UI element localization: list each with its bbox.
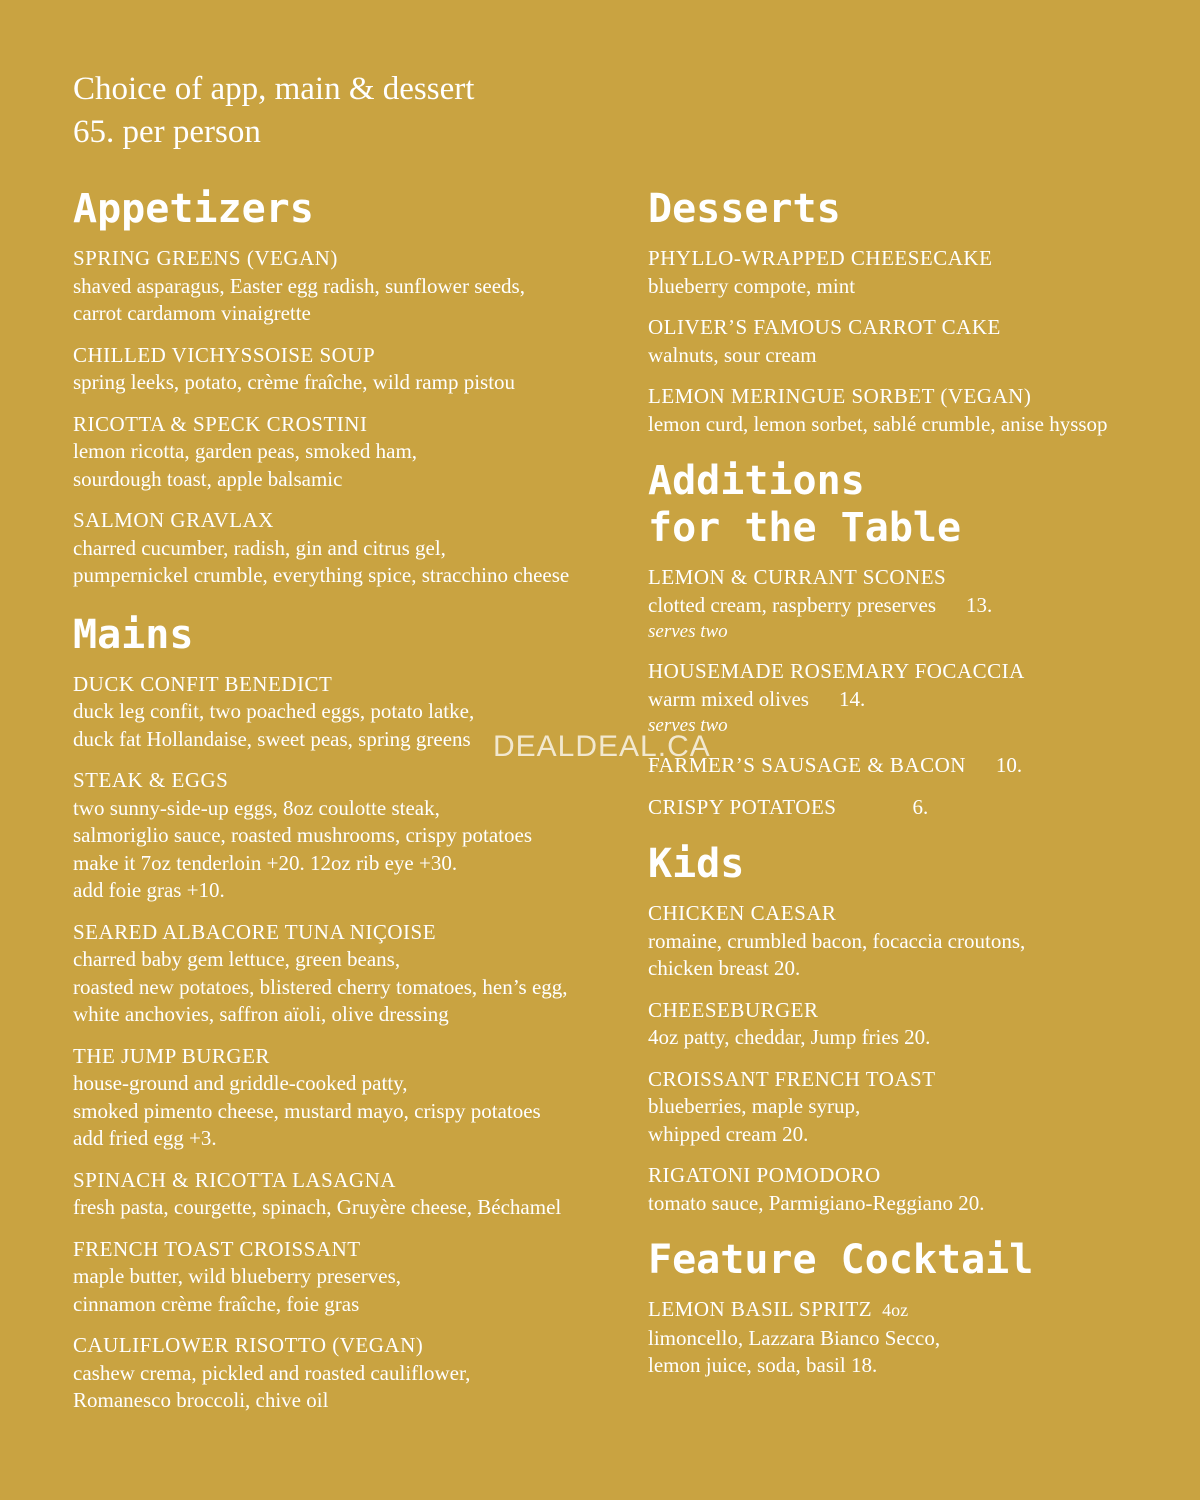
item-description: maple butter, wild blueberry preserves, cinnamon crème fraîche, foie gras [73, 1264, 402, 1316]
item-description: walnuts, sour cream [648, 342, 817, 367]
item-price: 6. [912, 794, 929, 819]
item-description: house-ground and griddle-cooked patty, smoked pimento cheese, mustard mayo, crispy potatoes add fried egg +3. [73, 1071, 541, 1150]
item-name: LEMON MERINGUE SORBET (VEGAN) [648, 384, 1032, 408]
item-name: CAULIFLOWER RISOTTO (VEGAN) [73, 1333, 424, 1357]
menu-item [73, 411, 628, 494]
menu-item [648, 1296, 1188, 1380]
menu-item [73, 1332, 628, 1415]
left-column [73, 186, 628, 1437]
item-description: lemon curd, lemon sorbet, sablé crumble, anise hyssop [648, 411, 1108, 436]
serving-note: serves two [648, 621, 728, 642]
item-name: RICOTTA & SPECK CROSTINI [73, 411, 368, 436]
item-description: tomato sauce, Parmigiano-Reggiano 20. [648, 1190, 985, 1215]
menu-item [73, 1043, 628, 1153]
menu-item [648, 997, 1188, 1052]
item-name: CHICKEN CAESAR [648, 901, 837, 925]
watermark: DEALDEAL.CA [493, 730, 711, 763]
item-price: 10. [995, 753, 1023, 777]
menu-item [648, 752, 1188, 780]
item-name: SEARED ALBACORE TUNA NIÇOISE [73, 919, 437, 944]
section-title: Kids [648, 841, 745, 887]
item-desc-text: clotted cream, raspberry preserves [648, 592, 937, 617]
appetizers-section [73, 186, 628, 590]
item-name: DUCK CONFIT BENEDICT [73, 671, 333, 696]
menu-item [648, 900, 1188, 983]
item-desc-text: warm mixed olives [648, 686, 809, 711]
price-per-person: 65. per person [73, 114, 261, 150]
menu-item [73, 767, 628, 905]
item-description: fresh pasta, courgette, spinach, Gruyère cheese, Béchamel [73, 1195, 562, 1219]
item-description: spring leeks, potato, crème fraîche, wild ramp pistou [73, 370, 516, 394]
item-description: blueberries, maple syrup, whipped cream 20. [648, 1094, 861, 1146]
item-name: SPINACH & RICOTTA LASAGNA [73, 1167, 396, 1192]
menu-item [73, 342, 628, 397]
menu-item [648, 794, 1188, 822]
item-name: HOUSEMADE ROSEMARY FOCACCIA [648, 659, 1025, 683]
menu-item [73, 919, 628, 1029]
item-name: THE JUMP BURGER [73, 1043, 270, 1068]
section-title: Mains [73, 611, 194, 658]
item-description [648, 686, 1188, 714]
section-title-line: Additions [648, 458, 865, 504]
item-description: limoncello, Lazzara Bianco Secco, lemon juice, soda, basil 18. [648, 1325, 941, 1377]
menu-item [73, 1167, 628, 1222]
section-title-line: for the Table [648, 505, 962, 551]
item-name: OLIVER’S FAMOUS CARROT CAKE [648, 315, 1001, 339]
item-description: charred baby gem lettuce, green beans, roasted new potatoes, blistered cherry tomatoes, hen’s egg, white anchovies, saffron aïoli, olive dressing [73, 947, 568, 1026]
item-price: 13. [966, 592, 993, 617]
menu-item [73, 1236, 628, 1319]
menu-item [648, 245, 1188, 300]
item-name: LEMON BASIL SPRITZ [648, 1297, 873, 1321]
menu-item [73, 507, 628, 590]
section-title: Appetizers [73, 186, 314, 232]
item-name: CHILLED VICHYSSOISE SOUP [73, 342, 376, 367]
kids-section [648, 841, 1188, 1217]
item-price: 14. [838, 686, 866, 711]
menu-header [73, 68, 474, 154]
desserts-section [648, 186, 1188, 438]
menu-item [648, 314, 1188, 369]
right-column [648, 186, 1188, 1400]
item-size: 4oz [882, 1300, 909, 1320]
item-name-row [648, 1296, 1188, 1325]
item-description: cashew crema, pickled and roasted cauliflower, Romanesco broccoli, chive oil [73, 1360, 471, 1412]
item-description: blueberry compote, mint [648, 273, 856, 298]
item-description: lemon ricotta, garden peas, smoked ham, sourdough toast, apple balsamic [73, 439, 418, 491]
item-name: STEAK & EGGS [73, 768, 229, 792]
item-name: PHYLLO-WRAPPED CHEESECAKE [648, 246, 993, 270]
menu-item [648, 1162, 1188, 1217]
item-name: CRISPY POTATOES [648, 794, 837, 819]
item-name: LEMON & CURRANT SCONES [648, 565, 947, 589]
section-title: Desserts [648, 186, 841, 232]
menu-item [648, 658, 1188, 738]
cocktail-section [648, 1237, 1188, 1380]
prix-fixe-line: Choice of app, main & dessert [73, 71, 475, 107]
item-description: 4oz patty, cheddar, Jump fries 20. [648, 1025, 931, 1049]
additions-section [648, 458, 1188, 821]
item-name: CROISSANT FRENCH TOAST [648, 1066, 936, 1091]
item-name: SPRING GREENS (VEGAN) [73, 246, 338, 270]
menu-item [648, 1066, 1188, 1149]
section-title [648, 458, 1188, 552]
item-name: FRENCH TOAST CROISSANT [73, 1236, 361, 1261]
item-description [648, 592, 1188, 620]
item-name: FARMER’S SAUSAGE & BACON [648, 753, 966, 777]
item-description: romaine, crumbled bacon, focaccia croutons, chicken breast 20. [648, 928, 1026, 980]
item-description: charred cucumber, radish, gin and citrus gel, pumpernickel crumble, everything spice, stracchino cheese [73, 535, 570, 587]
menu-item [648, 383, 1188, 438]
item-description: shaved asparagus, Easter egg radish, sunflower seeds, carrot cardamom vinaigrette [73, 273, 525, 325]
item-name: CHEESEBURGER [648, 997, 819, 1022]
item-description: two sunny-side-up eggs, 8oz coulotte steak, salmoriglio sauce, roasted mushrooms, crispy potatoes make it 7oz tenderloin +20. 12oz rib eye +30. add foie gras +10. [73, 795, 532, 902]
item-description: duck leg confit, two poached eggs, potato latke, duck fat Hollandaise, sweet peas, spring greens [73, 699, 475, 751]
section-title: Feature Cocktail [648, 1237, 1034, 1283]
menu-item [648, 564, 1188, 644]
item-name: RIGATONI POMODORO [648, 1163, 881, 1187]
menu-item [73, 245, 628, 328]
item-name: SALMON GRAVLAX [73, 508, 274, 532]
serving-note: serves two [648, 715, 728, 736]
